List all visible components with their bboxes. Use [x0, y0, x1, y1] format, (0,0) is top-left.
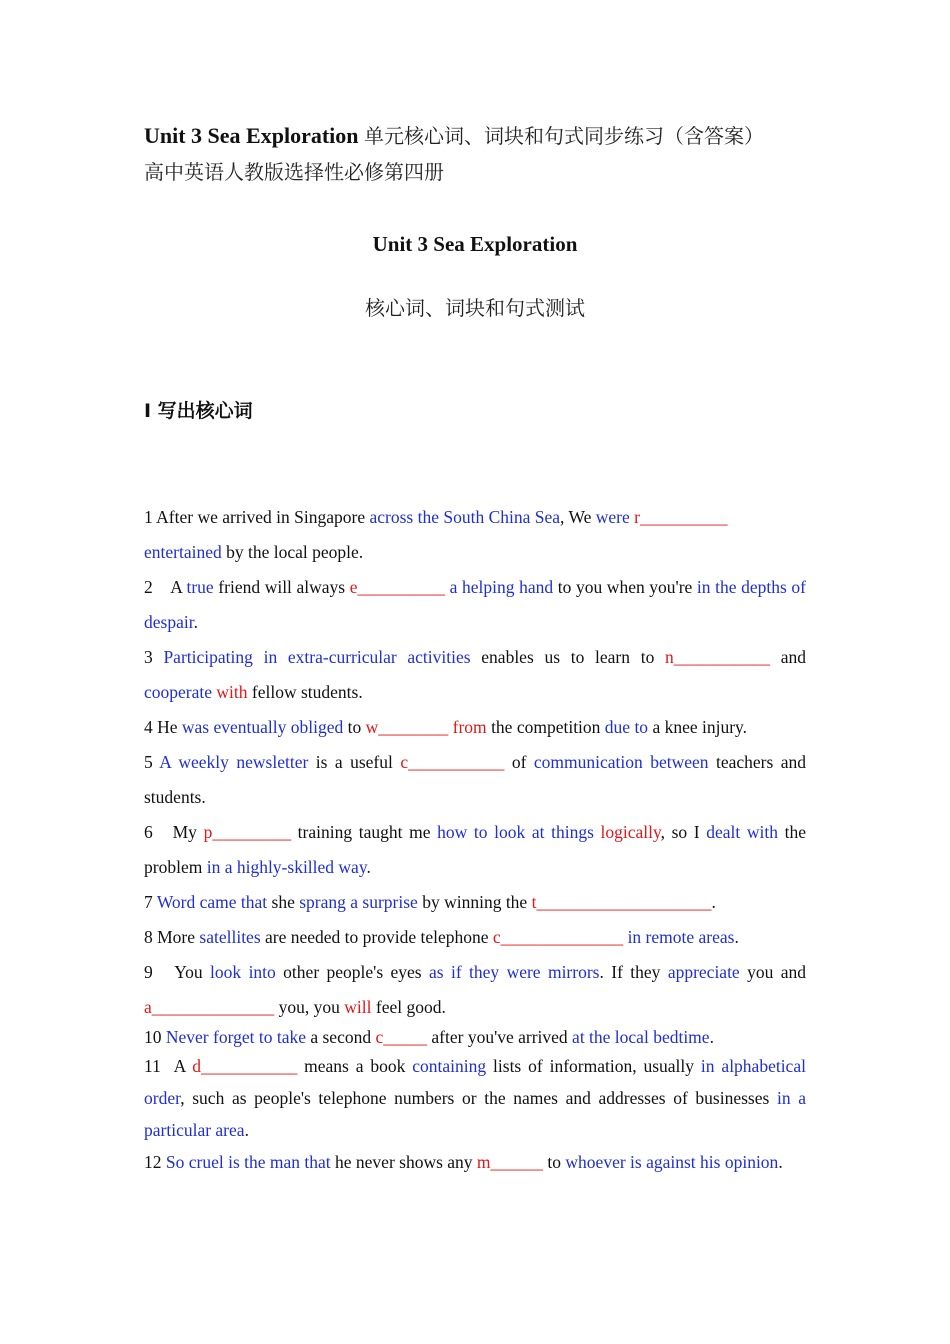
question-7: 7 Word came that she sprang a surprise by winning the t____________________. [144, 892, 716, 912]
question-1: 1 After we arrived in Singapore across the South China Sea, We were r__________ entertained by the local people. [144, 507, 728, 562]
answer-blank: d___________ [192, 1056, 298, 1076]
title-chinese-line2: 高中英语人教版选择性必修第四册 [144, 160, 444, 184]
unit-title: Unit 3 Sea Exploration [372, 232, 578, 256]
answer-blank: w________ [365, 717, 449, 737]
title-english: Unit 3 Sea Exploration [144, 123, 359, 148]
answer-blank: c_____ [375, 1027, 428, 1047]
document-title [144, 118, 824, 190]
answer-blank: m______ [476, 1152, 544, 1172]
answer-blank: a______________ [144, 997, 275, 1017]
question-8: 8 More satellites are needed to provide telephone c______________ in remote areas. [144, 927, 739, 947]
question-9: 9 You look into other people's eyes as if they were mirrors. If they appreciate you and a______________ you, you will feel good. [144, 962, 806, 1017]
question-11: 11 A d___________ means a book containing lists of information, usually in alphabetical order, such as people's telephone numbers or the names and addresses of businesses in a particular area. [144, 1056, 806, 1140]
answer-blank: p_________ [203, 822, 292, 842]
question-12: 12 So cruel is the man that he never shows any m______ to whoever is against his opinion. [144, 1152, 783, 1172]
answer-blank: r__________ [634, 507, 728, 527]
answer-blank: t____________________ [531, 892, 712, 912]
answer-blank: c___________ [400, 752, 505, 772]
question-10: 10 Never forget to take a second c_____ after you've arrived at the local bedtime. [144, 1027, 714, 1047]
title-chinese-line1: 单元核心词、词块和句式同步练习（含答案） [364, 124, 765, 148]
test-subtitle: 核心词、词块和句式测试 [365, 296, 585, 320]
section-heading: I 写出核心词 [144, 400, 253, 422]
answer-blank: c______________ [492, 927, 624, 947]
question-3: 3 Participating in extra-curricular activities enables us to learn to n___________ and cooperate with fellow students. [144, 647, 806, 702]
question-2: 2 A true friend will always e__________ a helping hand to you when you're in the depths of despair. [144, 577, 806, 632]
question-4: 4 He was eventually obliged to w________ from the competition due to a knee injury. [144, 717, 748, 737]
question-6: 6 My p_________ training taught me how to look at things logically, so I dealt with the problem in a highly-skilled way. [144, 822, 807, 877]
answer-blank: n___________ [665, 647, 771, 667]
question-5: 5 A weekly newsletter is a useful c___________ of communication between teachers and students. [144, 752, 807, 807]
answer-blank: e__________ [349, 577, 446, 597]
